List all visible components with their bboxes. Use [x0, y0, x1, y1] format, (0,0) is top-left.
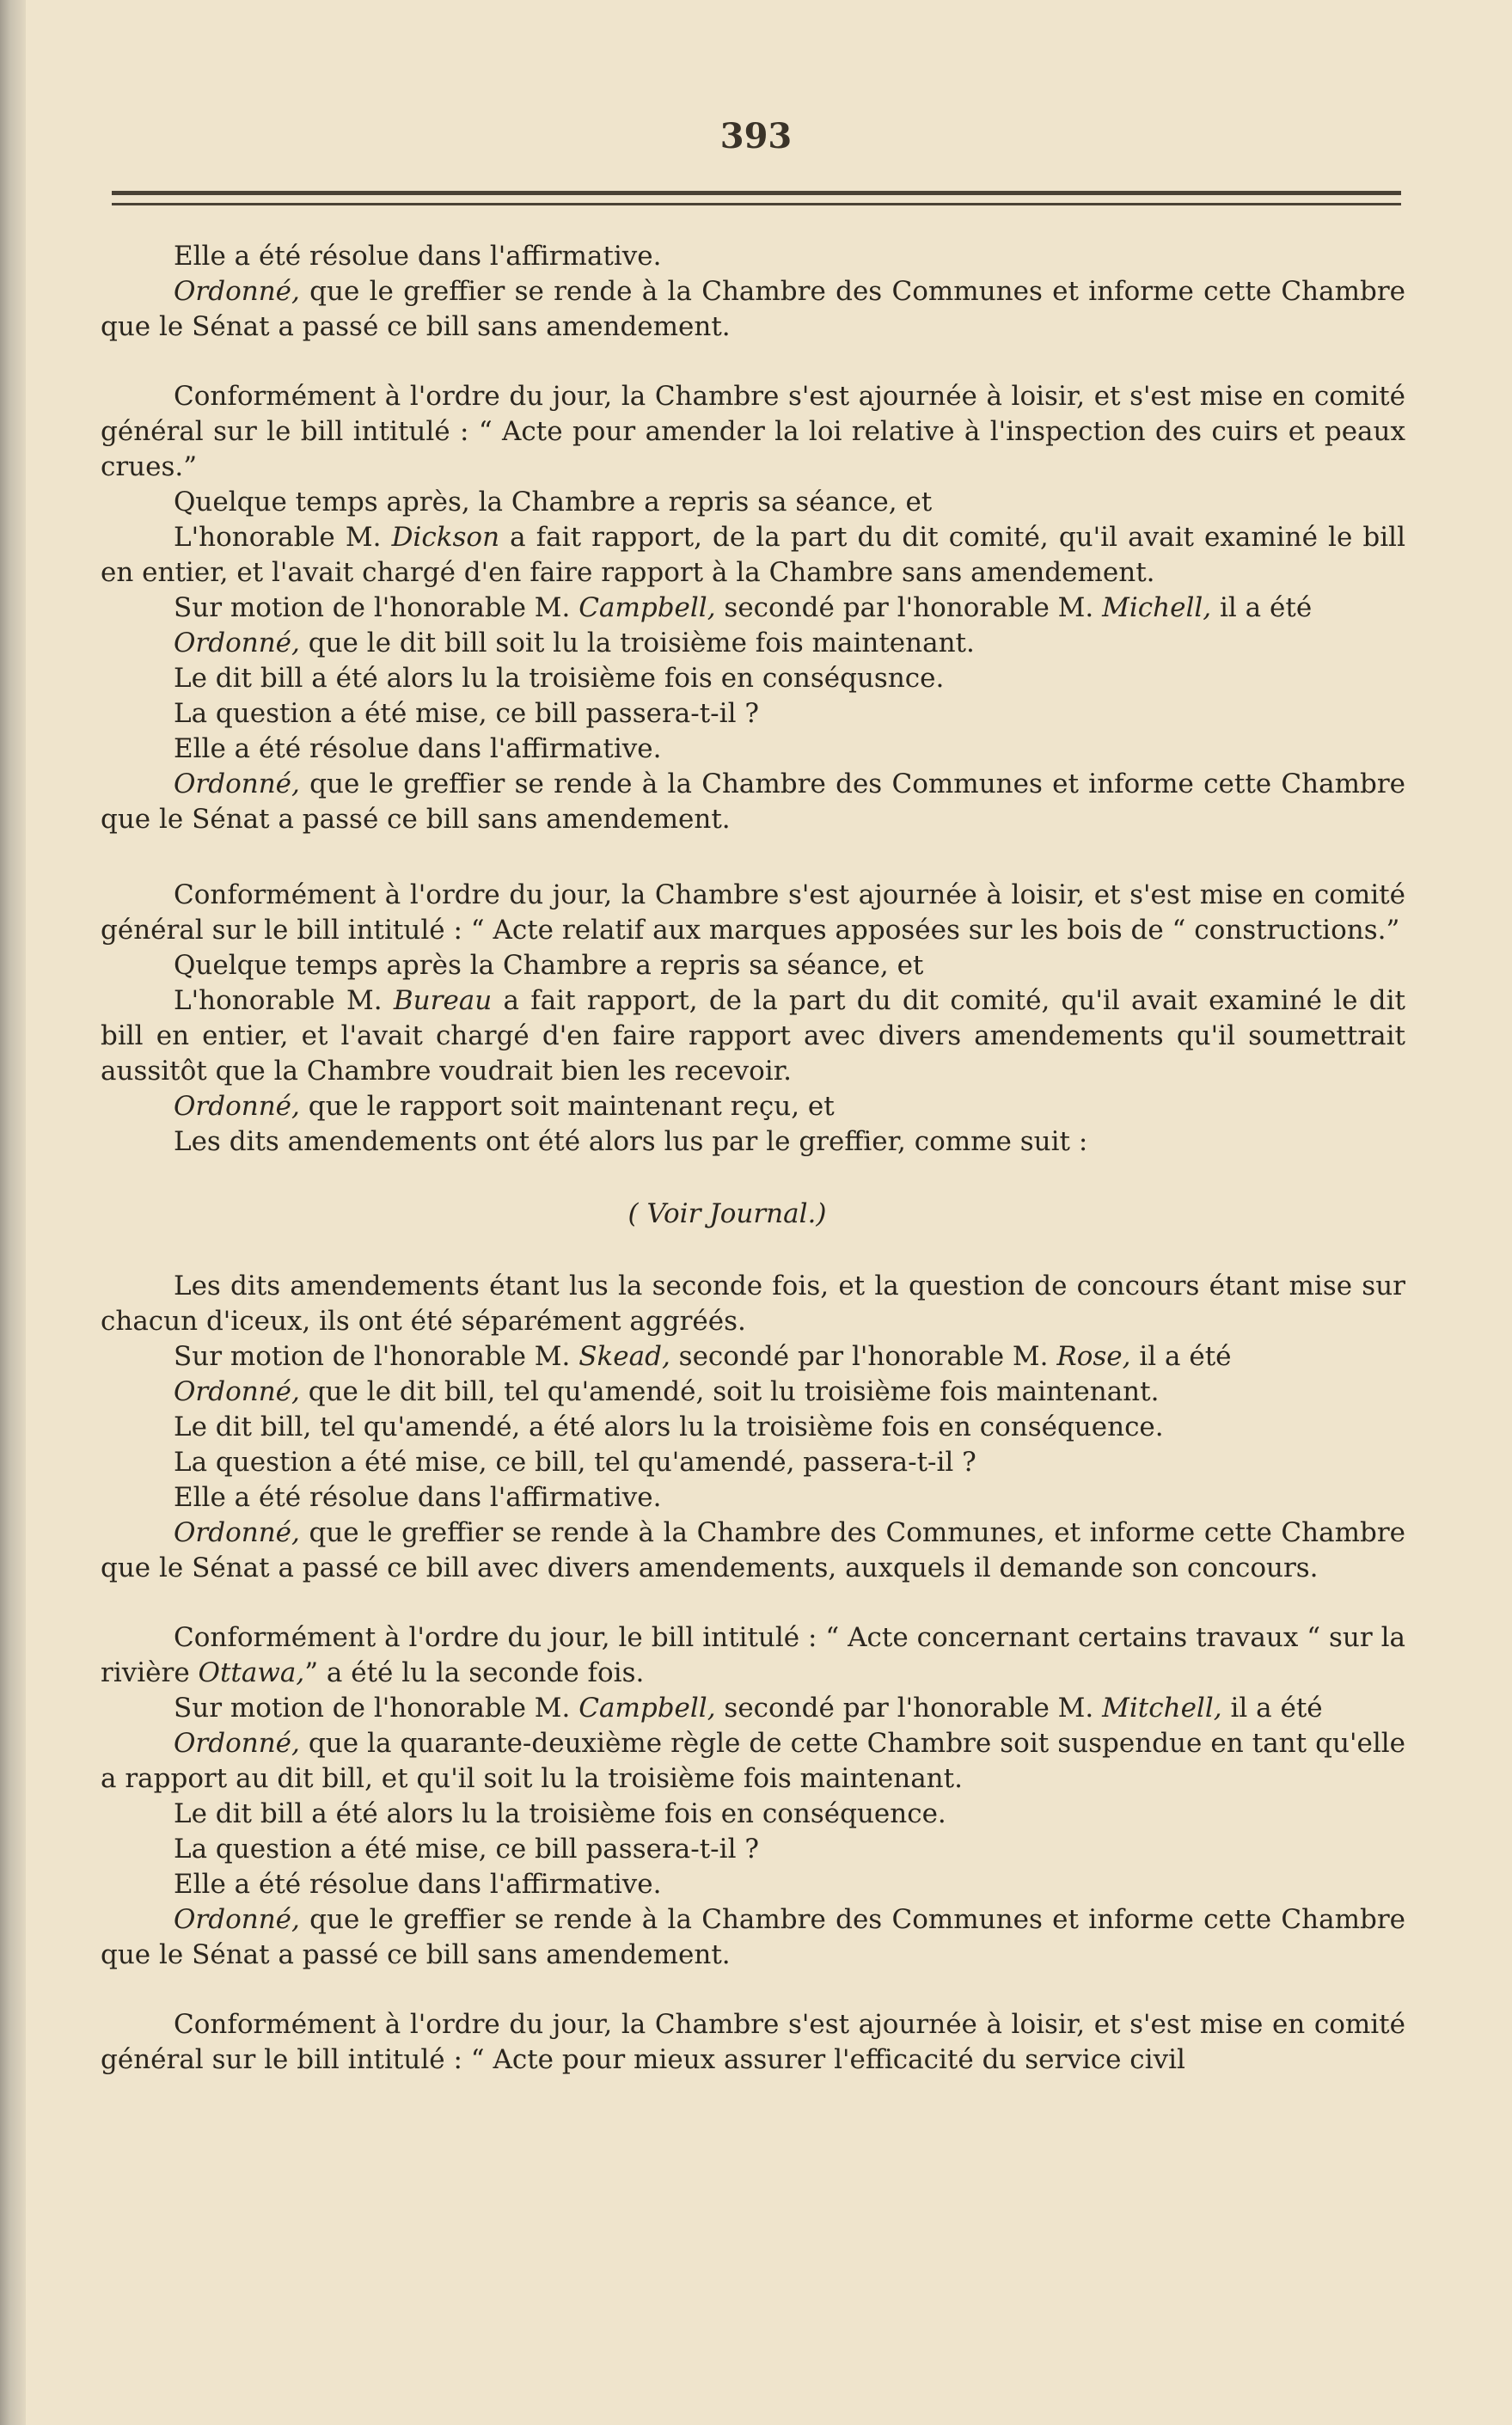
paragraph: [101, 626, 1405, 661]
text-segment: L'honorable M.: [174, 985, 394, 1016]
text-segment: La question a été mise, ce bill, tel qu'amendé, passera-t-il ?: [174, 1447, 976, 1478]
paragraph: [101, 1620, 1405, 1691]
text-segment: Conformément à l'ordre du jour, la Chambre s'est ajournée à loisir, et s'est mise en comité général sur le bill intitulé : “ Acte relatif aux marques apposées sur les bois de “ constructions.”: [101, 879, 1405, 946]
text-segment: que la quarante-deuxième règle de cette Chambre soit suspendue en tant qu'elle a rapport au dit bill, et qu'il soit lu la troisième fois maintenant.: [101, 1728, 1405, 1794]
text-segment: L'honorable M.: [174, 522, 392, 553]
text-segment: Le dit bill a été alors lu la troisième fois en conséquence.: [174, 1798, 946, 1829]
paragraph: [101, 239, 1405, 274]
paragraph: [101, 1832, 1405, 1867]
paragraph: [101, 983, 1405, 1089]
text-segment: Quelque temps après, la Chambre a repris sa séance, et: [174, 487, 933, 517]
text-segment: que le greffier se rende à la Chambre des Communes et informe cette Chambre que le Sénat a passé ce bill sans amendement.: [101, 276, 1405, 342]
text-segment: Conformément à l'ordre du jour, le bill intitulé : “ Acte concernant certains travaux “ sur la rivière: [101, 1622, 1405, 1688]
italic-text: Ordonné,: [174, 1376, 300, 1407]
text-segment: Les dits amendements étant lus la seconde fois, et la question de concours étant mise sur chacun d'iceux, ils ont été séparément aggréés.: [101, 1271, 1405, 1337]
text-segment: ” a été lu la seconde fois.: [304, 1657, 645, 1688]
paragraph-gap: [101, 345, 1405, 379]
text-segment: a fait rapport, de la part du dit comité, qu'il avait examiné le bill en entier, et l'avait chargé d'en faire rapport à la Chambre sans amendement.: [101, 522, 1406, 588]
text-segment: que le dit bill soit lu la troisième fois maintenant.: [299, 628, 975, 658]
text-segment: il a été: [1130, 1341, 1232, 1372]
text-segment: Sur motion de l'honorable M.: [174, 1693, 579, 1724]
paragraph-gap: [101, 1586, 1405, 1620]
document-body: [101, 239, 1405, 2078]
paragraph: [101, 767, 1405, 837]
italic-text: Ottawa,: [198, 1657, 305, 1688]
italic-text: Rose,: [1056, 1341, 1131, 1372]
paragraph-gap: [101, 1234, 1405, 1269]
paragraph: [101, 485, 1405, 520]
text-segment: Elle a été résolue dans l'affirmative.: [174, 1869, 662, 1900]
italic-text: Bureau: [393, 985, 493, 1016]
text-segment: que le greffier se rende à la Chambre des Communes, et informe cette Chambre que le Sénat a passé ce bill avec divers amendements, auxquels il demande son concours.: [101, 1517, 1405, 1583]
paragraph: [101, 1269, 1405, 1339]
paragraph: [101, 1445, 1405, 1480]
paragraph: [101, 1339, 1405, 1375]
italic-text: Ordonné,: [174, 769, 300, 799]
italic-text: Mitchell,: [1102, 1693, 1222, 1724]
italic-text: Ordonné,: [174, 276, 300, 307]
text-segment: La question a été mise, ce bill passera-t-il ?: [174, 1834, 759, 1865]
text-segment: que le greffier se rende à la Chambre des Communes et informe cette Chambre que le Sénat a passé ce bill sans amendement.: [101, 1904, 1405, 1970]
paragraph: [101, 948, 1405, 983]
paragraph: [101, 1089, 1405, 1124]
page-binding-edge: [0, 0, 26, 2425]
paragraph: [101, 1797, 1405, 1832]
text-segment: il a été: [1211, 592, 1313, 623]
italic-text: Ordonné,: [174, 1091, 300, 1122]
page-number: 393: [719, 116, 793, 156]
text-segment: Sur motion de l'honorable M.: [174, 1341, 579, 1372]
italic-text: ( Voir Journal.): [627, 1198, 827, 1229]
paragraph-gap: [101, 1973, 1405, 2007]
text-segment: Le dit bill a été alors lu la troisième fois en conséqusnce.: [174, 663, 945, 694]
text-segment: Quelque temps après la Chambre a repris sa séance, et: [174, 950, 924, 981]
paragraph: [101, 1410, 1405, 1445]
italic-text: Ordonné,: [174, 1517, 300, 1548]
text-segment: Sur motion de l'honorable M.: [174, 592, 579, 623]
paragraph-gap: [101, 837, 1405, 878]
text-segment: a fait rapport, de la part du dit comité, qu'il avait examiné le dit bill en entier, et l'avait chargé d'en faire rapport avec divers amendements qu'il soumettrait aussitôt que la Chambre voudrait bien les recevoir.: [101, 985, 1405, 1087]
italic-text: Ordonné,: [174, 628, 300, 658]
paragraph: [101, 274, 1405, 345]
text-segment: secondé par l'honorable M.: [715, 592, 1103, 623]
paragraph: [101, 379, 1405, 485]
italic-text: Dickson: [391, 522, 500, 553]
paragraph: [101, 1867, 1405, 1902]
paragraph: [101, 1194, 1405, 1234]
italic-text: Campbell,: [578, 592, 716, 623]
text-segment: que le dit bill, tel qu'amendé, soit lu troisième fois maintenant.: [299, 1376, 1160, 1407]
paragraph: [101, 732, 1405, 767]
paragraph: [101, 591, 1405, 626]
text-segment: Les dits amendements ont été alors lus par le greffier, comme suit :: [174, 1126, 1088, 1157]
header-rule-thin: [112, 203, 1401, 205]
text-segment: La question a été mise, ce bill passera-t-il ?: [174, 698, 759, 729]
paragraph: [101, 2007, 1405, 2078]
paragraph: [101, 520, 1405, 591]
paragraph-gap: [101, 1160, 1405, 1194]
paragraph: [101, 661, 1405, 696]
paragraph: [101, 1480, 1405, 1516]
text-segment: il a été: [1221, 1693, 1323, 1724]
paragraph: [101, 1375, 1405, 1410]
paragraph: [101, 1902, 1405, 1973]
paragraph: [101, 1691, 1405, 1726]
text-segment: Le dit bill, tel qu'amendé, a été alors lu la troisième fois en conséquence.: [174, 1412, 1164, 1442]
paragraph: [101, 696, 1405, 732]
text-segment: Elle a été résolue dans l'affirmative.: [174, 1482, 662, 1513]
paragraph: [101, 878, 1405, 948]
italic-text: Skead,: [578, 1341, 670, 1372]
text-segment: Conformément à l'ordre du jour, la Chambre s'est ajournée à loisir, et s'est mise en comité général sur le bill intitulé : “ Acte pour mieux assurer l'efficacité du service civil: [101, 2009, 1405, 2075]
italic-text: Ordonné,: [174, 1904, 300, 1935]
text-segment: que le greffier se rende à la Chambre des Communes et informe cette Chambre que le Sénat a passé ce bill sans amendement.: [101, 769, 1405, 835]
italic-text: Campbell,: [578, 1693, 716, 1724]
italic-text: Michell,: [1102, 592, 1212, 623]
header-rule-thick: [112, 191, 1401, 195]
paragraph: [101, 1726, 1405, 1797]
italic-text: Ordonné,: [174, 1728, 300, 1759]
text-segment: que le rapport soit maintenant reçu, et: [299, 1091, 835, 1122]
text-segment: secondé par l'honorable M.: [715, 1693, 1103, 1724]
text-segment: Elle a été résolue dans l'affirmative.: [174, 241, 662, 272]
paragraph: [101, 1516, 1405, 1586]
text-segment: secondé par l'honorable M.: [670, 1341, 1057, 1372]
text-segment: Elle a été résolue dans l'affirmative.: [174, 733, 662, 764]
paragraph: [101, 1124, 1405, 1160]
text-segment: Conformément à l'ordre du jour, la Chambre s'est ajournée à loisir, et s'est mise en comité général sur le bill intitulé : “ Acte pour amender la loi relative à l'inspection des cuirs et peaux crues.”: [101, 381, 1405, 482]
